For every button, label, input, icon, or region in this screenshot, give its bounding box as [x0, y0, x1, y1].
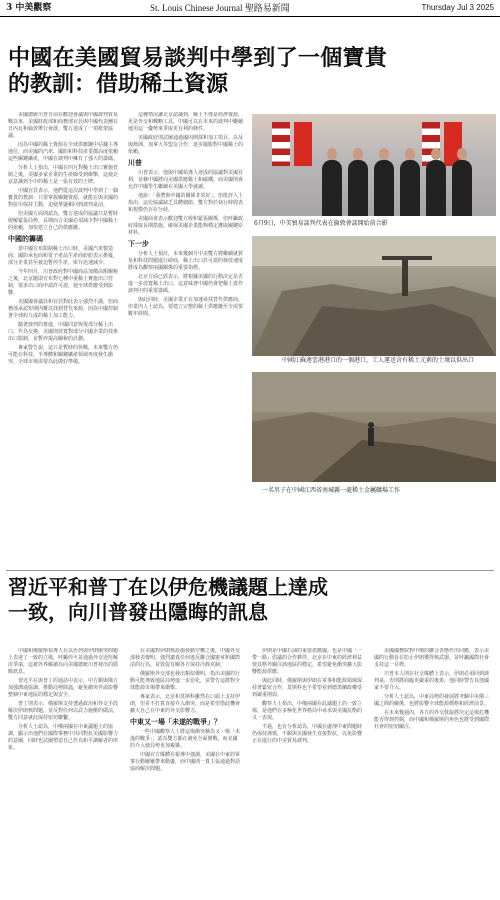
article2-headline-line2: 一致，向川普發出隱晦的訊息 — [8, 600, 268, 624]
paragraph: 觀察人士指出，中俄兩國在此議題上的一致立場，是他們在多極化世界格局中尋求與美國抗衡的又一表現。 — [252, 701, 363, 721]
article1-column-1 — [8, 112, 120, 564]
article1-column-2 — [128, 112, 244, 564]
page-section-label: 3 中美觀察 — [6, 3, 52, 13]
delegate-figure — [322, 160, 342, 216]
article2-headline-line1: 習近平和普丁在以伊危機議題上達成 — [8, 575, 328, 599]
paragraph: 習近平在與普丁的通話中表示，中方願與俄方加強溝通協調，推動局勢降溫，避免衝突外溢影響整個中東地區的穩定與安全。 — [8, 678, 119, 698]
paragraph: 專家警告說，這只是暫時的休戰，未來雙方仍可能在科技、半導體和關鍵礦產領域再度發生衝突，全球市場需要為此做好準備。 — [8, 345, 119, 365]
paragraph: 但美國方面則認為，雙方達成的協議只是暫時緩解緊張局勢，長期而言美國必須減少對中國稀土的依賴，加快建立自己的供應鏈。 — [8, 211, 119, 231]
paragraph: 中國官員表示，他們從這次談判中學到了一個寶貴的教訓：只要掌握關鍵資源，就能在與美國的對抗中保持主動，迫使華盛頓回到談判桌前。 — [8, 188, 119, 208]
paragraph: 分析人士認為，中東局勢的發展將考驗中美俄三國之間的關係，也將影響全球能源價格和經濟前景。 — [374, 694, 490, 707]
paragraph: 當中國宣布限制稀土出口時，美國汽車製造商、國防承包商和電子產品生產商紛紛表示擔憂，部分企業甚至被迫暫停生產，庫存迅速減少。 — [8, 246, 119, 266]
mine-photo — [252, 372, 496, 482]
delegation-photo — [252, 114, 496, 216]
paragraph: 川普本人則在社交媒體上表示，伊朗必須回到談判桌，否則將面臨更嚴重的後果，他同時警告其他國家不要介入。 — [374, 671, 490, 691]
port-illustration — [252, 236, 496, 356]
article2-column-1 — [8, 648, 120, 894]
article-divider — [6, 570, 494, 571]
paragraph: 一些中國觀察人士將這場衝突稱為又一場「未遂的戰爭」，認為雙方都在避免全面開戰，而美國的介入使局勢更加複雜。 — [130, 729, 241, 749]
delegate-figure — [452, 160, 472, 216]
paragraph: 與此同時，俄羅斯與伊朗在軍事和能源領域保持著緊密合作，莫斯科也不希望看到德黑蘭政權受到嚴重削弱。 — [252, 678, 363, 698]
paragraph: 專家表示，北京和莫斯科雖然在口頭上支持伊朗，但並不打算直接介入衝突，而是希望借此機會擴大自己在中東的外交影響力。 — [130, 694, 241, 714]
page-header — [0, 0, 500, 17]
paragraph: 美國國會議員和官員對此表示強烈不滿，但商務部承認短期內難以找到替代來源，因為中國控制著全球約九成的稀土加工能力。 — [8, 299, 119, 319]
paragraph: 這種情況讓北京認識到，稀土不僅是經濟資源，更是外交和戰略工具，中國可以在未來的談判中繼續運用這一優勢來爭取更有利的條件。 — [128, 112, 244, 132]
paragraph: 他說：「我們與中國的關係非常好」，但批評人士指出，這份協議缺乏具體細節，雙方對於執行時間表和規模仍存在分歧。 — [128, 193, 244, 213]
article2-column-3 — [252, 648, 364, 894]
port-photo — [252, 236, 496, 356]
port-photo-caption: 中國江蘇連雲港港口的一個港口，工人運送含有稀土元素的土壤以供出口 — [282, 357, 475, 364]
paragraph: 普丁則表示，俄羅斯支持透過政治和外交手段解決伊朗核問題，並反對任何以武力施壓的做法，雙方同意就此保持密切聯繫。 — [8, 701, 119, 721]
article1-headline-line1: 中國在美國貿易談判中學到了一個寶貴 — [8, 46, 388, 71]
paragraph: 隨著談判的推進，中國同意恢復部分稀土出口，作為交換，美國則放寬對部分中國企業的技術出口限制，並暫停提高關稅的計劃。 — [8, 322, 119, 342]
paragraph: 美國政府則試圖通過國內開採和加工項目，以及與澳洲、加拿大等盟友合作，逐步擺脫對中國稀土的依賴。 — [128, 135, 244, 155]
article1-subheading-trump: 川普 — [128, 159, 142, 167]
issue-date: Thursday Jul 3 2025 — [421, 3, 494, 12]
newspaper-name: St. Louis Chinese Journal 聖路易新聞 — [150, 3, 290, 13]
paragraph: 分析人士指出，中國在四月對稀土出口實施管制之後，美國多家企業的生產線受到衝擊，這使北京意識到手中的稀土是一張有效的王牌。 — [8, 165, 119, 185]
paragraph: 與此同時，美國企業正在加速尋找替代供應商，但業內人士認為，要建立完整的稀土供應鏈至少需要數年時間。 — [128, 297, 244, 317]
article1-subheading-next-step: 下一步 — [128, 240, 149, 248]
mine-illustration — [252, 372, 496, 482]
us-flag — [272, 122, 290, 166]
delegate-figure — [400, 160, 420, 216]
article2-column-4 — [374, 648, 492, 894]
paragraph: 中國和俄羅斯領導人在以色列與伊朗衝突問題上表達了一致的立場，呼籲停火並通過外交途徑解決爭端，這被外界解讀為向美國總統川普發出的隱晦訊息。 — [8, 648, 119, 675]
delegate-figure — [426, 160, 446, 216]
paragraph: 美國國務院對中俄的聯合表態作出回應，表示美國的行動旨在防止伊朗獲得核武器，並呼籲國際社會支持這一目標。 — [374, 648, 490, 668]
delegate-figure — [348, 160, 368, 216]
paragraph: 中國官方媒體在報導中強調，美國在中東的軍事行動屢屢帶來動盪，而中國則一貫主張通過對話協商解決問題。 — [130, 752, 241, 772]
paragraph: 美國總統川普自前在歡迎會議與中國談判貿易戰以來，美國財政部和商務部官員與中國代表團在日內瓦和倫敦舉行會談，雙方達成了一項框架協議。 — [8, 112, 119, 139]
mine-photo-caption: 一名男子在中國江西省南城縣一處稀土金屬礦場工作 — [262, 487, 401, 494]
paragraph: 分析人士認為，中俄兩國在中東議題上的協調，顯示出他們在國際事務中共同對抗美國影響力的意圖，同時也試圖塑造自己作為和平調解者的形象。 — [8, 724, 119, 751]
paragraph: 分析人士預計，未來幾個月中美雙方將繼續就貿易和科技問題進行磋商，稀土出口許可證的發放速度將成為觀察兩國關係的重要指標。 — [128, 251, 244, 271]
article2-column-2 — [130, 648, 242, 894]
article2-subheading: 中東又一場「未遂的戰爭」？ — [130, 718, 221, 726]
paragraph: 在美國對伊朗核設施發動空襲之後，中國外交部發表聲明，強烈譴責任何違反聯合國憲章和國際法的行為，並敦促有關各方保持冷靜克制。 — [130, 648, 241, 668]
article1-subheading-leverage: 中國的籌碼 — [8, 235, 43, 243]
paragraph: 美國商會表示歡迎雙方緩和緊張關係，但呼籲政府採取長期措施，確保美國企業能夠穩定獲取關鍵原材料。 — [128, 216, 244, 236]
paragraph: 伊朗是中國石油的重要供應國，也是中國「一帶一路」倡議的合作夥伴，北京在中東的經濟利益使其格外關注該地區的穩定，希望避免衝突擴大影響能源供應。 — [252, 648, 363, 675]
paragraph: 在未來幾週內，各方的外交斡旋將決定這場危機能否得到控制，而中國和俄羅斯的角色也將受到國際社會的密切關注。 — [374, 710, 490, 730]
paragraph: 不過，也有分析認為，中國在處理中東問題時仍保持謹慎，不願與美國發生直接對抗，以免影響正在進行的中美貿易談判。 — [252, 724, 363, 744]
paragraph: 因為中國的稀土資源在全球供應鏈中佔據主導地位，而美國的汽車、國防和科技產業都高度依賴這些關鍵礦產，中國在談判中擁有了強大的籌碼。 — [8, 142, 119, 162]
delegation-photo-caption: 6月9日，中美貿易談判代表在倫敦會談開始前合影 — [254, 220, 388, 227]
paragraph: 北京方面已經表示，將根據美國的行動決定是否進一步放寬稀土出口，這意味著中國仍會把稀土當作談判中的重要籌碼。 — [128, 274, 244, 294]
china-flag — [294, 122, 312, 166]
delegate-figure — [374, 160, 394, 216]
paragraph: 川普表示，他與中國領導人達成的協議對美國有利，並稱中國將向美國供應稀土和磁鐵，而美國則會允許中國學生繼續在美國大學就讀。 — [128, 170, 244, 190]
paragraph: 俄羅斯外交部也發出類似聲明，指出美國的行動可能導致地區局勢進一步惡化，並警告這將對全球能源市場帶來衝擊。 — [130, 671, 241, 691]
paragraph: 今年四月，川普政府對中國商品加徵高額關稅之後，北京隨即宣布對七種中重稀土實施出口管制，要求出口商申請許可證，使全球供應受到影響。 — [8, 269, 119, 296]
article1-headline-line2: 的教訓：借助稀土資源 — [8, 72, 229, 97]
